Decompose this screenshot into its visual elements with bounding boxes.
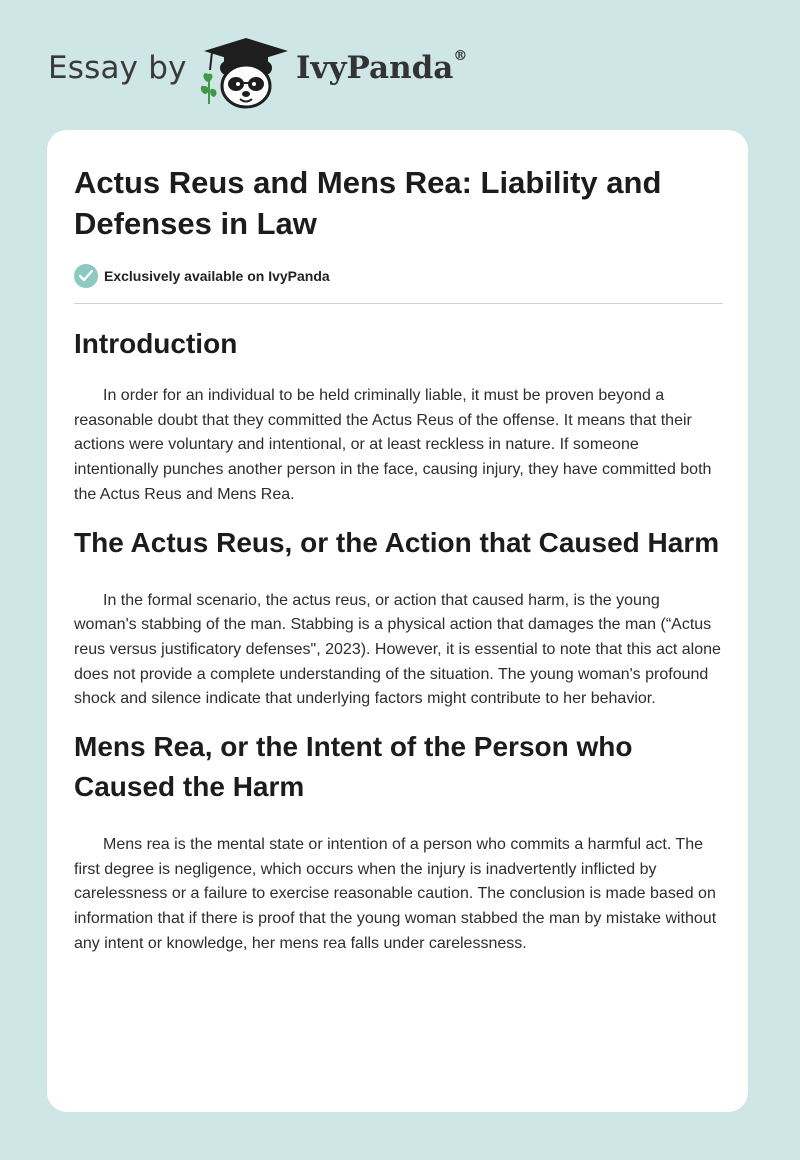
page-title: Actus Reus and Mens Rea: Liability and Defenses in Law [74, 165, 662, 241]
section-paragraph-actus-reus: In the formal scenario, the actus reus, or action that caused harm, is the young woman's stabbing of the man. Stabbing is a physical action that damages the man (“Actus reus versus justificatory defenses", 2023). However, it is essential to note that this act alone does not provide a complete understanding of the situation. The young woman's profound shock and silence indicate that underlying factors might contribute to her behavior. [74, 591, 721, 708]
section-paragraph-introduction: In order for an individual to be held criminally liable, it must be proven beyond a reasonable doubt that they committed the Actus Reus of the offense. It means that their actions were voluntary and intentional, or at least reckless in nature. If someone intentionally punches another person in the face, causing injury, they have committed both the Actus Reus and Mens Rea. [74, 387, 712, 503]
section-heading-mens-rea: Mens Rea, or the Intent of the Person who Caused the Harm [74, 731, 633, 803]
exclusive-badge-text: Exclusively available on IvyPanda [104, 268, 330, 284]
panda-graduate-icon[interactable] [200, 34, 292, 110]
essay-by-label: Essay by [48, 50, 187, 86]
essay-card [47, 130, 748, 1112]
section-paragraph-mens-rea: Mens rea is the mental state or intention of a person who commits a harmful act. The first degree is negligence, which occurs when the injury is inadvertently inflicted by carelessness or a failure to exercise reasonable caution. The conclusion is made based on information that if there is proof that the young woman stabbed the man by mistake without any intent or knowledge, her mens rea falls under carelessness. [74, 836, 717, 952]
brand-name-text: IvyPanda [296, 50, 454, 86]
exclusive-badge [74, 263, 330, 289]
section-heading-actus-reus: The Actus Reus, or the Action that Caused Harm [74, 526, 720, 558]
registered-mark: ® [453, 48, 468, 64]
divider [74, 303, 723, 304]
check-icon [74, 264, 98, 288]
essay-content [74, 322, 724, 957]
site-header [48, 30, 488, 110]
brand-name[interactable] [296, 50, 467, 86]
section-heading-introduction: Introduction [74, 328, 238, 359]
